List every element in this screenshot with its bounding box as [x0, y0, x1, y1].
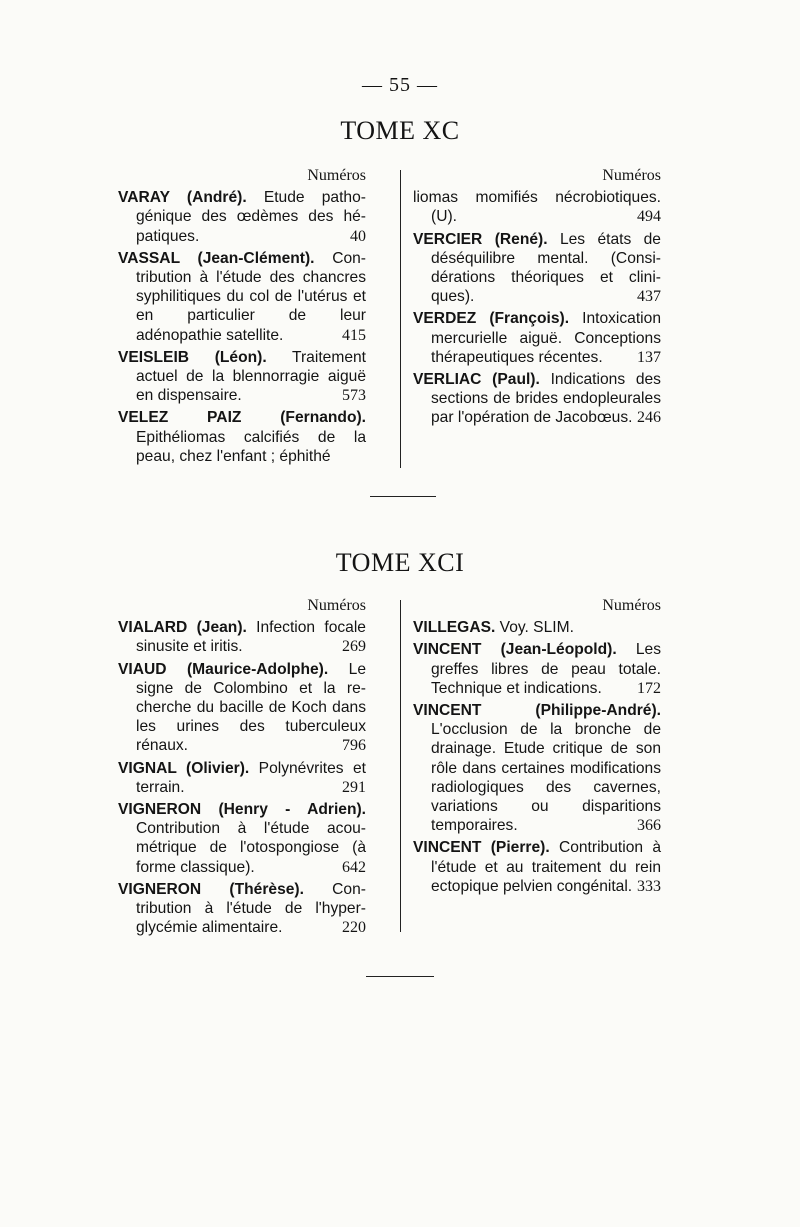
- index-entry: [118, 759, 366, 797]
- thesis-number: 366: [637, 817, 661, 835]
- thesis-number: 40: [350, 227, 366, 245]
- thesis-number: 220: [342, 919, 366, 937]
- entry-paragraph: [118, 188, 366, 246]
- column-left-tome-xci: [118, 596, 366, 937]
- column-header-numeros: Numéros: [602, 167, 661, 184]
- index-entry: [118, 348, 366, 406]
- entry-paragraph: [413, 370, 661, 428]
- author-name: VINCENT (Jean-Léopold).: [413, 641, 617, 659]
- index-entry: [118, 249, 366, 345]
- index-entry: [118, 188, 366, 246]
- thesis-title: Infection focale sinusite et iritis.: [136, 619, 366, 656]
- thesis-number: 494: [637, 208, 661, 226]
- author-name: VIGNERON (Henry - Adrien).: [118, 801, 366, 819]
- thesis-title: Intoxication mercurielle aiguë. Conceptions thérapeutiques récentes.: [431, 310, 661, 366]
- author-name: VIGNERON (Thérèse).: [118, 880, 304, 898]
- entry-paragraph: [118, 618, 366, 656]
- thesis-title: Contribution à l'étude des chancres syphilitiques du col de l'utérus et en particulier de leur adénopathie satellite.: [136, 249, 366, 344]
- thesis-title: Le signe de Colombino et la recherche du bacille de Koch dans les urines des tuberculeux rénaux.: [136, 660, 366, 755]
- entry-paragraph: [118, 880, 366, 938]
- entry-paragraph: [413, 309, 661, 367]
- index-entry: [118, 660, 366, 756]
- author-name: VEISLEIB (Léon).: [118, 348, 267, 366]
- author-name: VINCENT (Philippe-André).: [413, 702, 661, 720]
- index-entry: [413, 618, 661, 637]
- thesis-title: Voy. SLIM.: [499, 619, 574, 637]
- entry-paragraph: [118, 249, 366, 345]
- section-separator: [366, 976, 434, 977]
- index-entry: [413, 701, 661, 835]
- thesis-title: Polynévrites et terrain.: [136, 759, 366, 796]
- author-name: VARAY (André).: [118, 189, 247, 207]
- thesis-title: Indications des sections de brides endopleurales par l'opération de Jacobœus.: [431, 371, 661, 427]
- index-entry: [413, 309, 661, 367]
- entry-paragraph: [118, 348, 366, 406]
- author-name: VERCIER (René).: [413, 230, 548, 248]
- entry-paragraph: [118, 660, 366, 756]
- thesis-title: L'occlusion de la bronche de drainage. Etude critique de son rôle dans certaines modifications radiologiques des cavernes, variations ou disparitions temporaires.: [431, 721, 661, 835]
- section-separator: [370, 496, 436, 497]
- thesis-title: Les états de déséquilibre mental. (Considérations théoriques et cliniques).: [431, 230, 661, 306]
- entry-paragraph: [118, 759, 366, 797]
- column-header-numeros: Numéros: [602, 597, 661, 614]
- column-header-numeros: Numéros: [307, 167, 366, 184]
- author-name: VINCENT (Pierre).: [413, 839, 550, 857]
- column-right-tome-xc: [413, 166, 661, 428]
- index-entry: [118, 880, 366, 938]
- index-entry: [118, 408, 366, 466]
- index-entry: [118, 800, 366, 877]
- author-name: VIALARD (Jean).: [118, 619, 247, 637]
- thesis-title: Etude pathogénique des œdèmes des hépatiques.: [136, 189, 366, 245]
- index-entry: [118, 618, 366, 656]
- thesis-number: 246: [637, 409, 661, 427]
- thesis-number: 137: [637, 348, 661, 366]
- entry-paragraph: [413, 838, 661, 896]
- thesis-number: 415: [342, 326, 366, 344]
- thesis-title: Contribution à l'étude et au traitement du rein ectopique pelvien congénital.: [431, 839, 661, 895]
- index-entry: [413, 188, 661, 226]
- author-name: VERDEZ (François).: [413, 310, 570, 328]
- column-divider: [400, 170, 401, 468]
- entry-paragraph: [413, 188, 661, 226]
- entry-paragraph: [413, 230, 661, 307]
- thesis-title: Contribution à l'étude acoumétrique de l'otospongiose (à forme classique).: [136, 820, 366, 876]
- index-entry: [413, 230, 661, 307]
- thesis-title: liomas momifiés nécrobiotiques. (U).: [413, 189, 661, 226]
- page-number: — 55 —: [362, 74, 438, 96]
- author-name: VIGNAL (Olivier).: [118, 759, 250, 777]
- column-left-tome-xc: [118, 166, 366, 466]
- section-title-tome-xci: TOME XCI: [335, 548, 465, 577]
- thesis-number: 291: [342, 778, 366, 796]
- entry-paragraph: [413, 640, 661, 698]
- thesis-number: 573: [342, 387, 366, 405]
- author-name: VILLEGAS.: [413, 619, 496, 637]
- thesis-title: Les greffes libres de peau totale. Technique et indications.: [431, 641, 661, 697]
- thesis-title: Traitement actuel de la blennorragie aiguë en dispensaire.: [136, 348, 366, 405]
- author-name: VASSAL (Jean-Clément).: [118, 249, 315, 267]
- thesis-number: 333: [637, 877, 661, 895]
- column-divider: [400, 600, 401, 932]
- author-name: VELEZ PAIZ (Fernando).: [118, 409, 366, 427]
- thesis-title: Contribution à l'étude de l'hyperglycémie alimentaire.: [136, 880, 366, 937]
- index-entry: [413, 838, 661, 896]
- author-name: VIAUD (Maurice-Adolphe).: [118, 660, 329, 678]
- index-entry: [413, 640, 661, 698]
- author-name: VERLIAC (Paul).: [413, 371, 540, 389]
- thesis-number: 269: [342, 638, 366, 656]
- index-entry: [413, 370, 661, 428]
- entry-paragraph: [413, 618, 661, 637]
- thesis-number: 172: [637, 679, 661, 697]
- entry-paragraph: [118, 408, 366, 466]
- section-title-tome-xc: TOME XC: [340, 116, 460, 145]
- column-right-tome-xci: [413, 596, 661, 896]
- thesis-number: 642: [342, 858, 366, 876]
- entry-paragraph: [413, 701, 661, 835]
- thesis-title: Epithéliomas calcifiés de la peau, chez l'enfant ; éphithé: [136, 428, 366, 465]
- entry-paragraph: [118, 800, 366, 877]
- thesis-number: 437: [637, 288, 661, 306]
- column-header-numeros: Numéros: [307, 597, 366, 614]
- thesis-number: 796: [342, 737, 366, 755]
